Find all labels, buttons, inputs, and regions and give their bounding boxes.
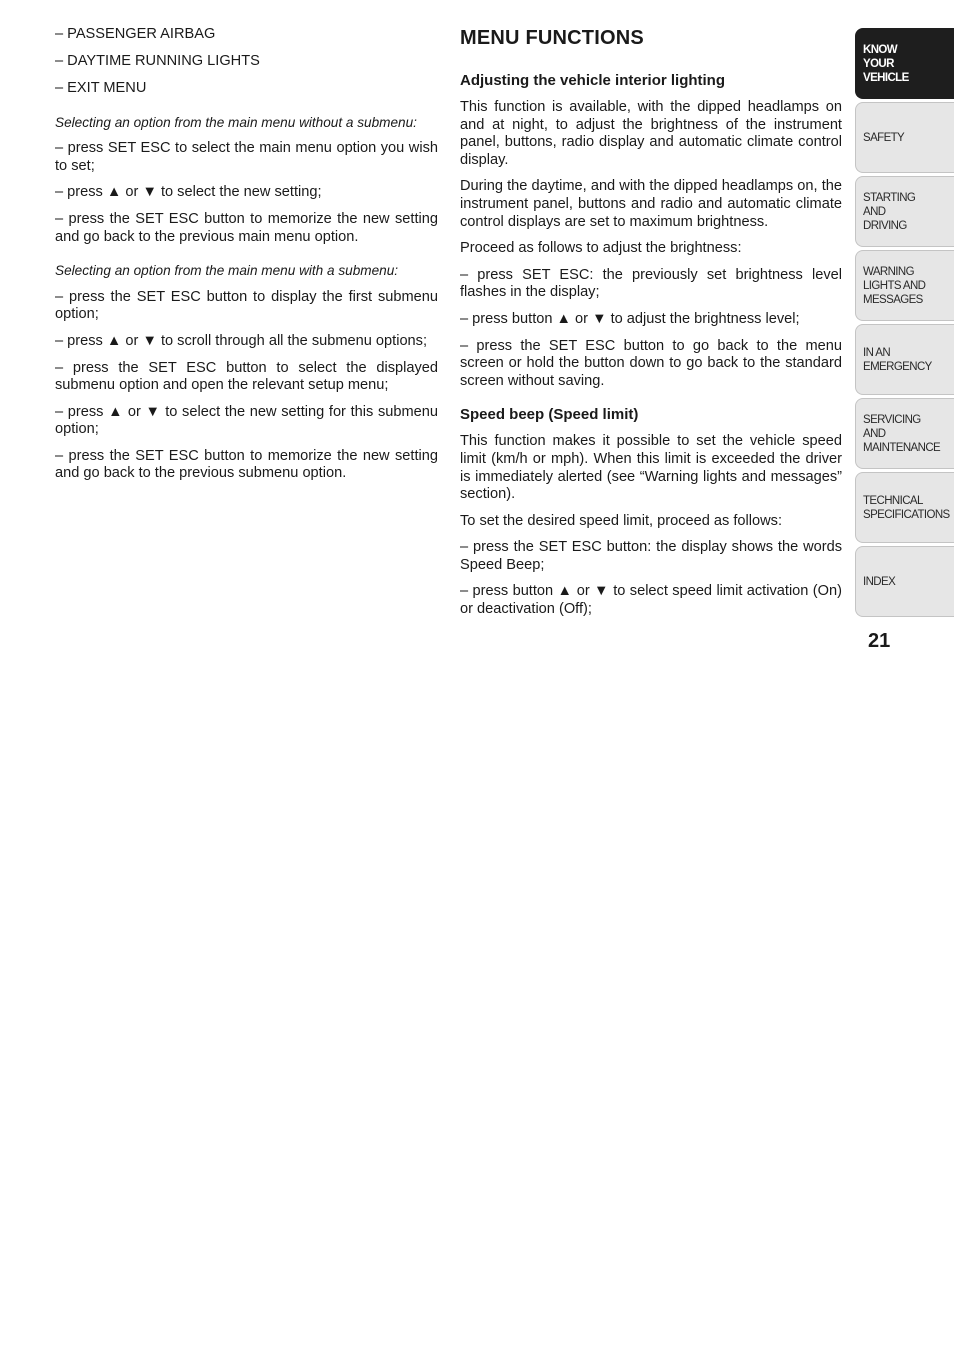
tab-in-an-emergency[interactable]: IN AN EMERGENCY [855,324,954,395]
tab-servicing-and-maintenance[interactable]: SERVICING AND MAINTENANCE [855,398,954,469]
paragraph: – press the SET ESC button: the display shows the words Speed Beep; [460,539,842,573]
step-text: – press the SET ESC button to display the first submenu option; [55,288,438,323]
paragraph: Proceed as follows to adjust the brightness: [460,240,742,257]
step-text: – press ▲ or ▼ to select the new setting; [55,184,322,201]
tab-technical-specifications[interactable]: TECHNICAL SPECIFICATIONS [855,472,954,543]
step-text: – press ▲ or ▼ to scroll through all the submenu options; [55,332,428,349]
tab-starting-and-driving[interactable]: STARTING AND DRIVING [855,176,954,247]
paragraph: – press the SET ESC button to go back to the menu screen or hold the button down to go back to the standard screen without saving. [460,337,842,389]
left-column [55,26,438,492]
no-submenu-heading: Selecting an option from the main menu without a submenu: [55,114,417,130]
with-submenu-heading: Selecting an option from the main menu with a submenu: [55,263,399,279]
tab-index[interactable]: INDEX [855,546,954,617]
paragraph: To set the desired speed limit, proceed as follows: [460,512,783,529]
step-text: – press SET ESC to select the main menu option you wish to set; [55,140,438,174]
chapter-tabs [855,28,954,620]
step-text: – press the SET ESC button to memorize the new setting and go back to the previous main menu option. [55,210,438,245]
step-text: – press ▲ or ▼ to select the new setting for this submenu option; [55,403,438,438]
tab-warning-lights-and-messages[interactable]: WARNING LIGHTS AND MESSAGES [855,250,954,321]
list-item: – EXIT MENU [55,79,147,96]
lighting-heading: Adjusting the vehicle interior lighting [460,72,726,89]
paragraph: – press button ▲ or ▼ to adjust the brightness level; [460,310,800,327]
paragraph: – press SET ESC: the previously set brightness level flashes in the display; [460,266,842,301]
page-number: 21 [868,630,891,652]
tab-safety[interactable]: SAFETY [855,102,954,173]
right-column [460,26,842,628]
list-item: – PASSENGER AIRBAG [55,26,216,42]
step-text: – press the SET ESC button to memorize the new setting and go back to the previous submenu option. [55,447,438,482]
paragraph: This function makes it possible to set the vehicle speed limit (km/h or mph). When this limit is exceeded the driver is immediately alerted (see “Warning lights and messages” section). [460,433,842,503]
list-item: – DAYTIME RUNNING LIGHTS [55,52,260,69]
step-text: – press the SET ESC button to select the displayed submenu option and open the relevant setup menu; [55,359,438,394]
section-title: MENU FUNCTIONS [460,27,644,49]
speed-beep-heading: Speed beep (Speed limit) [460,406,639,424]
paragraph: This function is available, with the dipped headlamps on and at night, to adjust the brightness of the instrument panel, buttons, radio display and automatic climate control display. [460,99,842,168]
paragraph: During the daytime, and with the dipped headlamps on, the instrument panel, buttons and radio and automatic climate control displays are set to maximum brightness. [460,178,842,230]
tab-know-your-vehicle[interactable]: KNOW YOUR VEHICLE [855,28,954,99]
paragraph: – press button ▲ or ▼ to select speed limit activation (On) or deactivation (Off); [460,583,842,618]
